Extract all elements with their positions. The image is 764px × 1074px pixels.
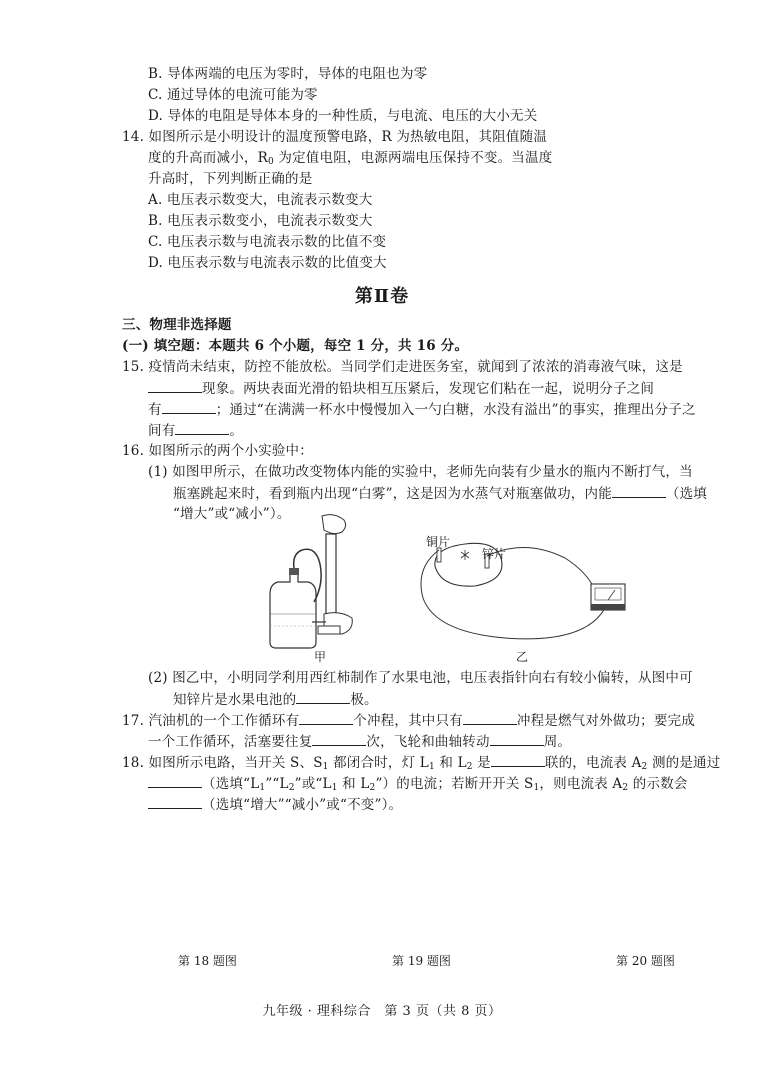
q16-line1: 16. 如图所示的两个小实验中：: [122, 443, 313, 459]
q13-option-d: D. 导体的电阻是导体本身的一种性质，与电流、电压的大小无关: [148, 108, 538, 124]
figure-yi-label: 乙: [516, 650, 529, 664]
q14-line1: 14. 如图所示是小明设计的温度预警电路，R 为热敏电阻，其阻值随温: [122, 129, 548, 145]
q15-line2: 现象。两块表面光滑的铅块相互压紧后，发现它们粘在一起，说明分子之间: [148, 378, 654, 399]
section-3-heading: 三、物理非选择题: [122, 317, 232, 333]
answer-blank[interactable]: [463, 710, 517, 725]
zinc-strip-label: 锌片: [482, 547, 507, 561]
q18-line3: （选填“增大”“减小”或“不变”）。: [148, 794, 402, 815]
q14-line3: 升高时，下列判断正确的是: [148, 171, 313, 187]
q14-line2: 度的升高而减小，$R_0$ 为定值电阻，电源两端电压保持不变。当温度: [148, 150, 553, 167]
q14-option-c: C. 电压表示数与电流表示数的比值不变: [148, 234, 387, 250]
q15-line4: 间有 。: [148, 420, 243, 441]
q15-line1: 15. 疫情尚未结束，防控不能放松。当同学们走进医务室，就闻到了浓浓的消毒液气味，这是: [122, 359, 683, 375]
q14-option-a: A. 电压表示数变大，电流表示数变大: [148, 192, 373, 208]
q16-part2-line2: 知锌片是水果电池的 极。: [173, 689, 378, 710]
q14-option-d: D. 电压表示数与电流表示数的比值变大: [148, 255, 387, 271]
q16-part1-line1: (1) 如图甲所示，在做功改变物体内能的实验中，老师先向装有少量水的瓶内不断打气，当: [148, 464, 693, 480]
q16-part1-line2: 瓶塞跳起来时，看到瓶内出现“白雾”，这是因为水蒸气对瓶塞做功，内能 （选填: [173, 483, 707, 504]
figure-20-caption: 第 20 题图: [616, 954, 675, 968]
q16-part2-line1: (2) 图乙中，小明同学利用西红柿制作了水果电池，电压表指针向右有较小偏转，从图中可: [148, 670, 693, 686]
answer-blank[interactable]: [296, 689, 350, 704]
q13-option-c: C. 通过导体的电流可能为零: [148, 87, 318, 103]
answer-blank[interactable]: [312, 731, 366, 746]
section-title: 第Ⅱ卷: [354, 286, 410, 307]
answer-blank[interactable]: [148, 794, 202, 809]
answer-blank[interactable]: [148, 773, 202, 788]
answer-blank[interactable]: [299, 710, 353, 725]
answer-blank[interactable]: [162, 399, 216, 414]
q14-option-b: B. 电压表示数变小，电流表示数变大: [148, 213, 373, 229]
q16-part1-line3: “增大”或“减小”）。: [173, 506, 291, 522]
q17-line1: 17. 汽油机的一个工作循环有 个冲程，其中只有 冲程是燃气对外做功；要完成: [122, 710, 695, 731]
figure-jia-bottle-pump: [262, 514, 372, 664]
fill-in-intro: (一) 填空题：本题共 6 个小题，每空 1 分，共 16 分。: [122, 338, 469, 354]
q13-option-b: B. 导体两端的电压为零时，导体的电阻也为零: [148, 66, 428, 82]
answer-blank[interactable]: [491, 752, 545, 767]
answer-blank[interactable]: [612, 483, 666, 498]
copper-strip-label: 铜片: [426, 535, 451, 549]
q18-line1: 18. 如图所示电路，当开关 S、$S_1$ 都闭合时，灯 $L_1$ 和 $L_2$ 是 联的，电流表 $A_2$ 测的是通过: [122, 752, 720, 777]
figure-19-caption: 第 19 题图: [392, 954, 451, 968]
figure-18-caption: 第 18 题图: [178, 954, 237, 968]
q15-line3: 有 ；通过“在满满一杯水中慢慢加入一勺白糖，水没有溢出”的事实，推理出分子之: [148, 399, 696, 420]
q18-line2: （选填“$L_1”“L_2$”或“$L_1$ 和 $L_2$”）的电流；若断开开关 $S_1$，则电流表 $A_2$ 的示数会: [148, 773, 688, 798]
answer-blank[interactable]: [148, 378, 202, 393]
answer-blank[interactable]: [490, 731, 544, 746]
q17-line2: 一个工作循环，活塞要往复 次，飞轮和曲轴转动 周。: [148, 731, 571, 752]
page-footer: 九年级 · 理科综合 第 3 页（共 8 页）: [262, 1004, 502, 1019]
figure-jia-label: 甲: [314, 650, 327, 664]
answer-blank[interactable]: [175, 420, 229, 435]
